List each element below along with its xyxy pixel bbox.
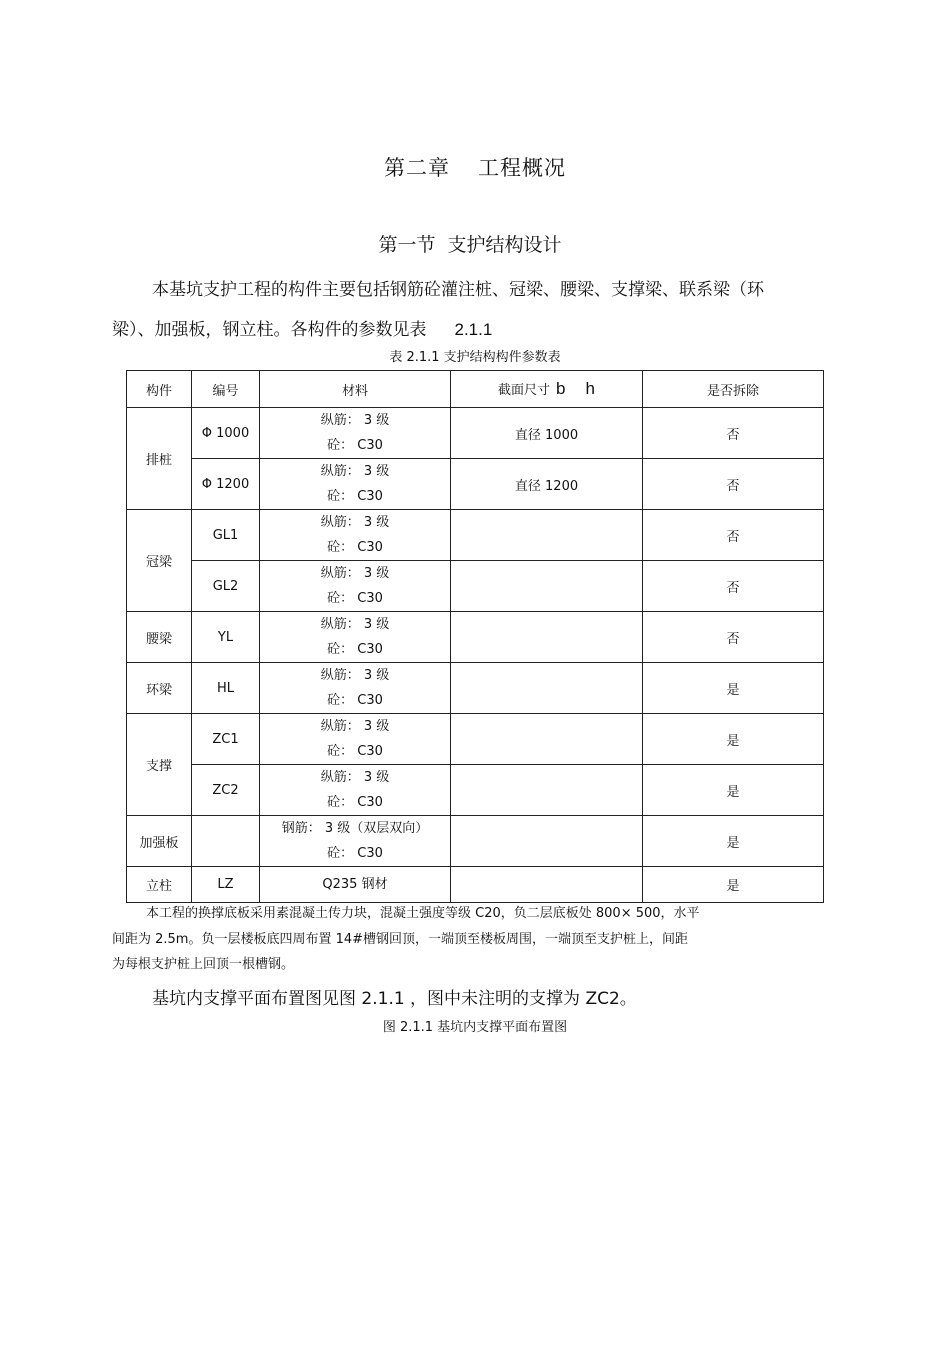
removed-cell: 否	[643, 408, 824, 459]
table-row	[127, 510, 824, 561]
table-header-row	[127, 371, 824, 408]
material-line-1: 纵筋： 3 级	[320, 617, 390, 632]
parameter-table	[126, 370, 824, 903]
component-cell: 立柱	[127, 867, 192, 903]
material-cell	[260, 612, 451, 663]
table-row	[127, 714, 824, 765]
material-cell	[260, 867, 451, 903]
component-cell: 环梁	[127, 663, 192, 714]
component-cell: 腰梁	[127, 612, 192, 663]
material-line-2: 砼： C30	[327, 693, 383, 708]
material-line-1: 纵筋： 3 级	[320, 668, 390, 683]
material-cell	[260, 765, 451, 816]
section-number: 第一节	[378, 234, 436, 256]
material-cell	[260, 510, 451, 561]
chapter-title: 工程概况	[478, 156, 566, 180]
code-cell: Φ 1000	[192, 408, 260, 459]
note-line-1: 本工程的换撑底板采用素混凝土传力块，混凝土强度等级 C20，负二层底板处 800× 500，水平	[146, 906, 700, 921]
material-cell	[260, 561, 451, 612]
header-material: 材料	[260, 371, 451, 408]
material-line-1: 纵筋： 3 级	[320, 566, 390, 581]
section-cell	[451, 663, 643, 714]
component-cell: 加强板	[127, 816, 192, 867]
removed-cell: 是	[643, 816, 824, 867]
section-cell: 直径 1000	[451, 408, 643, 459]
code-cell: LZ	[192, 867, 260, 903]
header-h: h	[585, 379, 595, 398]
code-cell: ZC1	[192, 714, 260, 765]
material-line-2: 砼： C30	[327, 642, 383, 657]
material-cell	[260, 408, 451, 459]
code-cell: YL	[192, 612, 260, 663]
table-row	[127, 612, 824, 663]
removed-cell: 是	[643, 714, 824, 765]
table-row	[127, 561, 824, 612]
material-line-2: 砼： C30	[327, 795, 383, 810]
figure-caption: 图 2.1.1 基坑内支撑平面布置图	[382, 1020, 568, 1035]
removed-cell: 否	[643, 612, 824, 663]
section-cell	[451, 510, 643, 561]
removed-cell: 是	[643, 663, 824, 714]
material-cell	[260, 459, 451, 510]
header-section	[451, 371, 643, 408]
section-cell	[451, 612, 643, 663]
material-line-2: 砼： C30	[327, 438, 383, 453]
removed-cell: 否	[643, 561, 824, 612]
note-line-3: 为每根支护桩上回顶一根槽钢。	[112, 957, 295, 972]
code-cell: HL	[192, 663, 260, 714]
section-title: 支护结构设计	[447, 234, 562, 256]
material-cell	[260, 663, 451, 714]
header-component: 构件	[127, 371, 192, 408]
component-cell: 排桩	[127, 408, 192, 510]
material-line-2: 砼： C30	[327, 591, 383, 606]
section-cell	[451, 561, 643, 612]
code-cell: GL1	[192, 510, 260, 561]
material-line-1: 纵筋： 3 级	[320, 719, 390, 734]
material-line-1: 纵筋： 3 级	[320, 515, 390, 530]
table-row	[127, 459, 824, 510]
material-line-1: 纵筋： 3 级	[320, 413, 390, 428]
table-row	[127, 408, 824, 459]
material-line-2: 砼： C30	[327, 744, 383, 759]
material-line-1: 纵筋： 3 级	[320, 464, 390, 479]
table-row	[127, 663, 824, 714]
table-row	[127, 765, 824, 816]
plan-reference: 基坑内支撑平面布置图见图 2.1.1 ，图中未注明的支撑为 ZC2。	[152, 989, 637, 1009]
intro-line-2	[112, 315, 492, 340]
table-ref: 2.1.1	[454, 320, 493, 339]
material-line-1: 纵筋： 3 级	[320, 770, 390, 785]
material-line-2: 砼： C30	[327, 489, 383, 504]
note-line-2: 间距为 2.5m。负一层楼板底四周布置 14#槽钢回顶，一端顶至楼板周围，一端顶至支护桩上，间距	[112, 932, 689, 947]
material-cell	[260, 714, 451, 765]
header-removed: 是否拆除	[643, 371, 824, 408]
material-line-2: 砼： C30	[327, 540, 383, 555]
section-cell	[451, 867, 643, 903]
table-caption: 表 2.1.1 支护结构构件参数表	[389, 350, 561, 365]
section-cell: 直径 1200	[451, 459, 643, 510]
section-heading	[0, 230, 940, 257]
table-row	[127, 867, 824, 903]
table-row	[127, 816, 824, 867]
header-section-label: 截面尺寸	[498, 383, 551, 398]
material-line-1: Q235 钢材	[322, 877, 388, 892]
section-cell	[451, 765, 643, 816]
removed-cell: 否	[643, 459, 824, 510]
material-cell	[260, 816, 451, 867]
code-cell: ZC2	[192, 765, 260, 816]
code-cell: GL2	[192, 561, 260, 612]
chapter-heading	[0, 152, 950, 182]
material-line-2: 砼： C30	[327, 846, 383, 861]
intro-line-1: 本基坑支护工程的构件主要包括钢筋砼灌注桩、冠梁、腰梁、支撑梁、联系梁（环	[152, 280, 764, 300]
code-cell	[192, 816, 260, 867]
intro-line-2-text: 梁）、加强板，钢立柱。各构件的参数见表	[112, 320, 427, 340]
section-cell	[451, 816, 643, 867]
material-line-1: 钢筋： 3 级（双层双向）	[281, 821, 429, 836]
component-cell: 支撑	[127, 714, 192, 816]
removed-cell: 是	[643, 867, 824, 903]
code-cell: Φ 1200	[192, 459, 260, 510]
header-b: b	[556, 379, 566, 398]
component-cell: 冠梁	[127, 510, 192, 612]
removed-cell: 是	[643, 765, 824, 816]
section-cell	[451, 714, 643, 765]
header-code: 编号	[192, 371, 260, 408]
chapter-number: 第二章	[384, 156, 450, 180]
removed-cell: 否	[643, 510, 824, 561]
